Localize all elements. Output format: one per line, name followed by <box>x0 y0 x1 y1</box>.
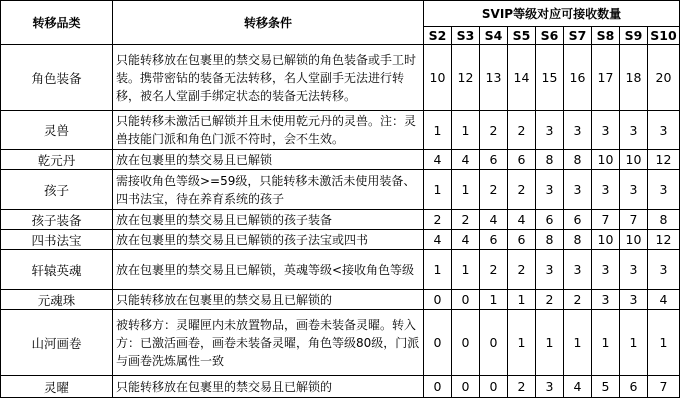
table-row <box>1 290 680 310</box>
row-value: 5 <box>592 376 620 398</box>
table-row <box>1 376 680 398</box>
row-value: 6 <box>480 150 508 170</box>
row-value: 2 <box>536 290 564 310</box>
row-value: 1 <box>508 310 536 376</box>
row-value: 4 <box>480 210 508 230</box>
row-condition: 放在包裹里的禁交易且已解锁，英魂等级<接收角色等级 <box>113 250 424 290</box>
row-category: 乾元丹 <box>1 150 113 170</box>
row-value: 7 <box>620 210 648 230</box>
level-s6: S6 <box>536 27 564 45</box>
row-condition: 被转移方：灵曜匣内未放置物品，画卷未装备灵曜。转入方：已激活画卷，画卷未装备灵曜，角色等级80级，门派与画卷洗炼属性一致 <box>113 310 424 376</box>
row-value: 0 <box>424 376 452 398</box>
row-value: 3 <box>564 170 592 210</box>
row-value: 0 <box>480 376 508 398</box>
row-value: 1 <box>452 250 480 290</box>
table-row <box>1 111 680 150</box>
row-value: 3 <box>536 170 564 210</box>
row-category: 四书法宝 <box>1 230 113 250</box>
table-row <box>1 210 680 230</box>
row-value: 12 <box>648 150 680 170</box>
row-value: 15 <box>536 45 564 111</box>
row-value: 0 <box>452 376 480 398</box>
row-value: 2 <box>480 111 508 150</box>
level-s8: S8 <box>592 27 620 45</box>
row-value: 7 <box>592 210 620 230</box>
row-value: 6 <box>480 230 508 250</box>
row-value: 10 <box>592 150 620 170</box>
row-value: 4 <box>648 290 680 310</box>
row-value: 4 <box>424 230 452 250</box>
row-value: 1 <box>508 290 536 310</box>
row-category: 轩辕英魂 <box>1 250 113 290</box>
row-condition: 放在包裹里的禁交易且已解锁的孩子装备 <box>113 210 424 230</box>
row-category: 灵曜 <box>1 376 113 398</box>
row-value: 3 <box>536 376 564 398</box>
row-condition: 只能转移放在包裹里的禁交易且已解锁的 <box>113 290 424 310</box>
row-value: 1 <box>536 310 564 376</box>
row-value: 1 <box>452 111 480 150</box>
table-row <box>1 45 680 111</box>
row-value: 2 <box>508 376 536 398</box>
row-value: 18 <box>620 45 648 111</box>
row-value: 3 <box>620 170 648 210</box>
row-value: 2 <box>508 250 536 290</box>
row-value: 8 <box>564 150 592 170</box>
level-s4: S4 <box>480 27 508 45</box>
row-value: 13 <box>480 45 508 111</box>
row-value: 12 <box>648 230 680 250</box>
row-value: 6 <box>564 210 592 230</box>
level-s7: S7 <box>564 27 592 45</box>
row-value: 17 <box>592 45 620 111</box>
header-category: 转移品类 <box>1 1 113 45</box>
row-category: 角色装备 <box>1 45 113 111</box>
row-value: 8 <box>536 150 564 170</box>
row-value: 0 <box>424 290 452 310</box>
row-value: 4 <box>424 150 452 170</box>
row-value: 2 <box>480 250 508 290</box>
row-category: 孩子 <box>1 170 113 210</box>
table-row <box>1 150 680 170</box>
row-condition: 只能转移未激活已解锁并且未使用乾元丹的灵兽。注：灵兽技能门派和角色门派不符时，会不生效。 <box>113 111 424 150</box>
row-value: 3 <box>592 111 620 150</box>
row-value: 2 <box>508 111 536 150</box>
row-value: 1 <box>452 170 480 210</box>
row-value: 12 <box>452 45 480 111</box>
row-value: 10 <box>424 45 452 111</box>
header-row-1 <box>1 1 680 27</box>
row-condition: 需接收角色等级>=59级，只能转移未激活未使用装备、四书法宝，待在养育系统的孩子 <box>113 170 424 210</box>
row-value: 1 <box>592 310 620 376</box>
row-value: 3 <box>592 290 620 310</box>
row-value: 3 <box>620 250 648 290</box>
row-value: 3 <box>592 170 620 210</box>
table-row <box>1 230 680 250</box>
row-value: 3 <box>648 170 680 210</box>
row-value: 4 <box>452 150 480 170</box>
row-value: 0 <box>452 310 480 376</box>
row-condition: 放在包裹里的禁交易且已解锁的孩子法宝或四书 <box>113 230 424 250</box>
row-value: 3 <box>564 111 592 150</box>
row-value: 10 <box>620 150 648 170</box>
row-value: 1 <box>424 111 452 150</box>
row-value: 2 <box>564 290 592 310</box>
row-value: 3 <box>648 111 680 150</box>
row-value: 3 <box>592 250 620 290</box>
row-category: 山河画卷 <box>1 310 113 376</box>
level-s9: S9 <box>620 27 648 45</box>
row-value: 1 <box>424 250 452 290</box>
row-value: 3 <box>620 290 648 310</box>
row-condition: 只能转移放在包裹里的禁交易已解锁的角色装备或手工时装。携带密钻的装备无法转移，名人堂副手无法进行转移，被名人堂副手绑定状态的装备无法转移。 <box>113 45 424 111</box>
row-value: 4 <box>452 230 480 250</box>
row-category: 孩子装备 <box>1 210 113 230</box>
level-s10: S10 <box>648 27 680 45</box>
row-value: 2 <box>452 210 480 230</box>
row-value: 8 <box>564 230 592 250</box>
row-value: 1 <box>424 170 452 210</box>
row-value: 8 <box>648 210 680 230</box>
table-row <box>1 170 680 210</box>
row-value: 7 <box>648 376 680 398</box>
row-value: 3 <box>564 250 592 290</box>
table-row <box>1 250 680 290</box>
level-s2: S2 <box>424 27 452 45</box>
row-value: 3 <box>536 111 564 150</box>
row-value: 0 <box>480 310 508 376</box>
table-body <box>1 45 680 398</box>
row-value: 8 <box>536 230 564 250</box>
row-value: 3 <box>648 250 680 290</box>
row-value: 3 <box>536 250 564 290</box>
row-value: 0 <box>452 290 480 310</box>
row-value: 6 <box>508 150 536 170</box>
header-svip-group: SVIP等级对应可接收数量 <box>424 1 680 27</box>
row-value: 14 <box>508 45 536 111</box>
row-value: 2 <box>480 170 508 210</box>
row-category: 灵兽 <box>1 111 113 150</box>
row-value: 3 <box>620 111 648 150</box>
row-value: 6 <box>620 376 648 398</box>
row-value: 6 <box>508 230 536 250</box>
row-value: 6 <box>536 210 564 230</box>
row-value: 2 <box>508 170 536 210</box>
header-condition: 转移条件 <box>113 1 424 45</box>
row-category: 元魂珠 <box>1 290 113 310</box>
row-value: 1 <box>564 310 592 376</box>
row-value: 1 <box>620 310 648 376</box>
row-value: 10 <box>592 230 620 250</box>
row-value: 16 <box>564 45 592 111</box>
row-value: 0 <box>424 310 452 376</box>
row-condition: 只能转移放在包裹里的禁交易且已解锁的 <box>113 376 424 398</box>
row-condition: 放在包裹里的禁交易且已解锁 <box>113 150 424 170</box>
table-row <box>1 310 680 376</box>
row-value: 10 <box>620 230 648 250</box>
row-value: 4 <box>564 376 592 398</box>
level-s5: S5 <box>508 27 536 45</box>
level-s3: S3 <box>452 27 480 45</box>
row-value: 1 <box>648 310 680 376</box>
row-value: 4 <box>508 210 536 230</box>
row-value: 2 <box>424 210 452 230</box>
row-value: 20 <box>648 45 680 111</box>
row-value: 1 <box>480 290 508 310</box>
